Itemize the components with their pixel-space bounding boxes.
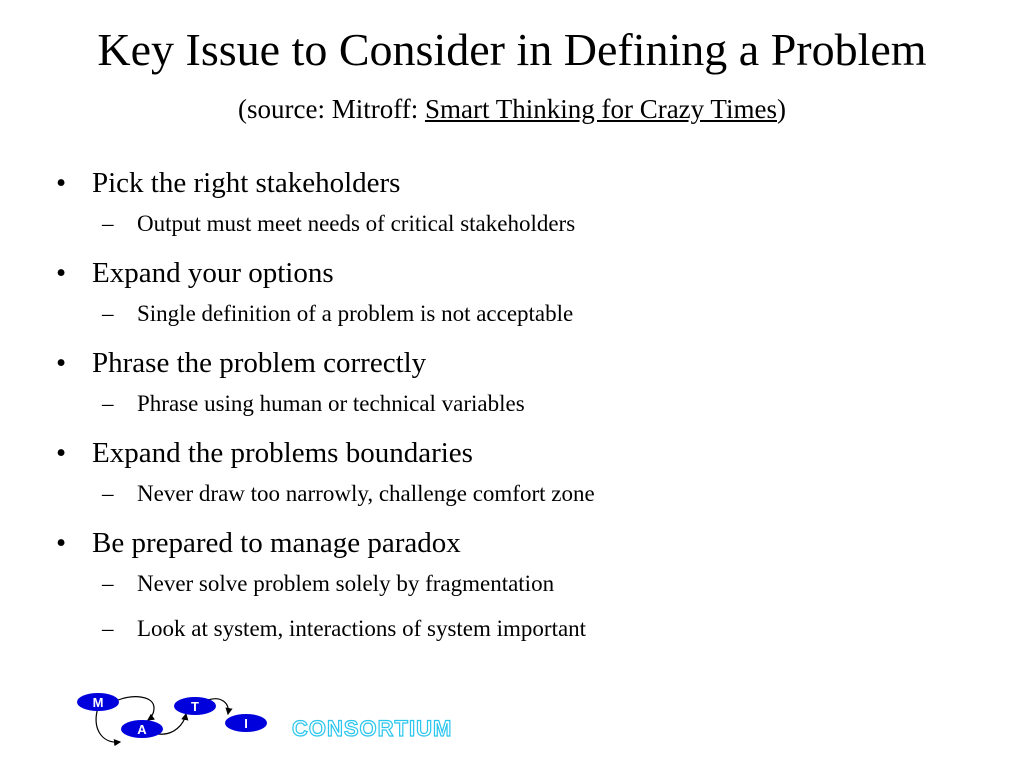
bullet-text: Expand the problems boundaries [92,437,473,469]
sub-bullet-text: Look at system, interactions of system important [137,616,587,641]
bullet-item [56,162,996,249]
bullet-text: Pick the right stakeholders [92,167,401,199]
mati-network-graphic [70,686,290,762]
node-m [77,693,119,711]
node-i [225,714,267,732]
sub-bullet-text: Phrase using human or technical variables [137,391,525,416]
dash-icon: – [102,301,114,326]
node-letter: M [92,695,104,710]
bullet-item [56,522,996,654]
slide-title: Key Issue to Consider in Defining a Problem [97,24,927,75]
sub-bullet-item [56,609,996,654]
bullet-dot-icon: • [56,167,67,199]
dash-icon: – [102,481,114,506]
mati-consortium-logo [70,686,550,762]
bullet-dot-icon: • [56,347,67,379]
node-t [174,697,216,715]
sub-bullet-item [56,294,996,339]
node-letter: A [137,722,147,737]
bullet-list [56,162,996,654]
sub-bullet-item [56,384,996,429]
dash-icon: – [102,616,114,641]
bullet-text: Be prepared to manage paradox [92,527,461,559]
subtitle-book-title: Smart Thinking for Crazy Times [424,94,777,124]
sub-bullet-item [56,564,996,609]
bullet-text: Expand your options [92,257,334,289]
sub-bullet-text: Output must meet needs of critical stakeholders [137,211,576,236]
connector-arrow [118,697,154,720]
sub-bullet-text: Single definition of a problem is not acceptable [137,301,574,326]
dash-icon: – [102,211,114,236]
dash-icon: – [102,571,114,596]
consortium-wordmark: CONSORTIUM [292,716,453,741]
node-a [121,720,163,738]
node-letter: I [244,716,248,731]
node-letter: T [191,699,199,714]
bullet-dot-icon: • [56,257,67,289]
subtitle-prefix: (source: Mitroff: [238,94,425,124]
sub-bullet-item [56,474,996,519]
sub-bullet-text: Never draw too narrowly, challenge comfort zone [137,481,595,506]
dash-icon: – [102,391,114,416]
slide-subtitle [0,92,1024,126]
bullet-item [56,342,996,429]
bullet-text: Phrase the problem correctly [92,347,427,379]
bullet-dot-icon: • [56,437,67,469]
bullet-item [56,432,996,519]
bullet-dot-icon: • [56,527,67,559]
subtitle-suffix: ) [776,94,786,124]
connector-arrow [96,708,120,742]
sub-bullet-item [56,204,996,249]
sub-bullet-text: Never solve problem solely by fragmentation [137,571,555,596]
bullet-item [56,252,996,339]
